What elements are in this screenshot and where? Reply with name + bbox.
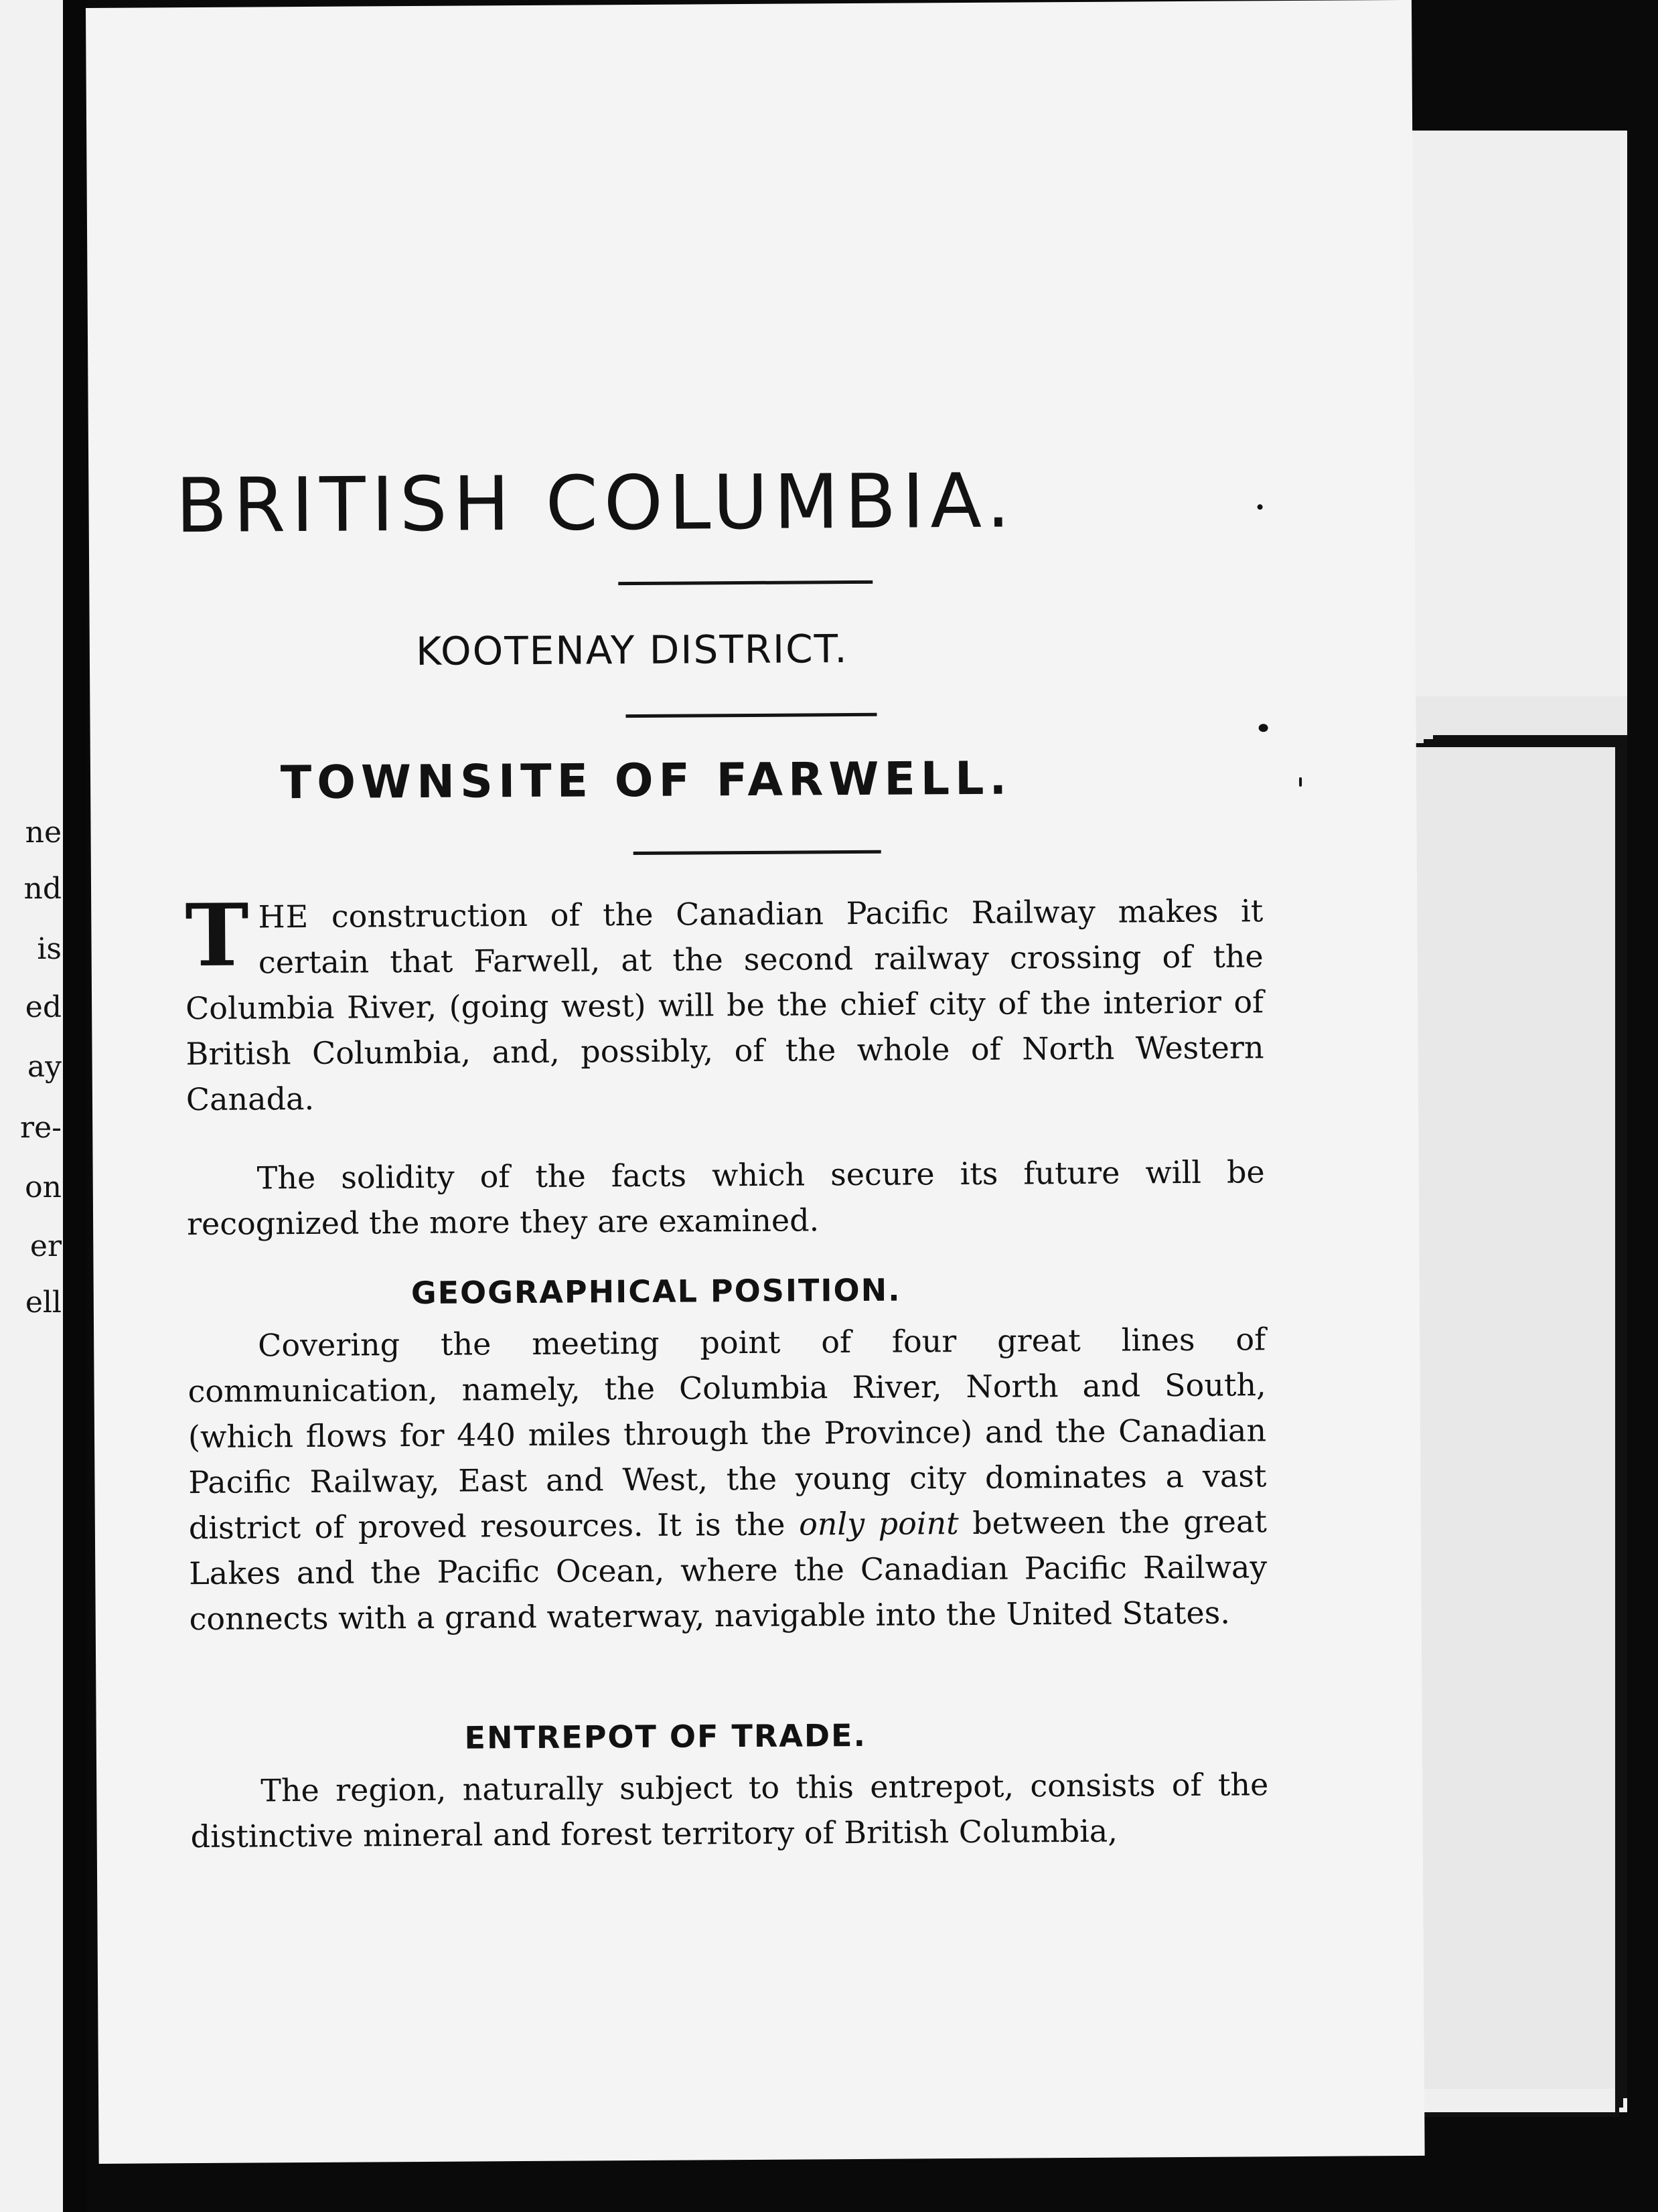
book-gutter bbox=[63, 0, 87, 2212]
intro-text: construction of the Canadian Pacific Railway makes it certain that Farwell, at the second railway crossing of the Columbia River, (going west) will be the chief city of the interior of British Columbia, and, possibly, of the whole of North Western Canada. bbox=[185, 892, 1264, 1118]
ink-speck bbox=[1299, 777, 1302, 787]
page-border-lines bbox=[1414, 743, 1619, 2117]
drop-cap: T bbox=[185, 885, 250, 987]
geo-text-2: between the great Lakes and the Pacific Ocean, where the Canadian Pacific Railway connects with a grand waterway, navigable into the United States. bbox=[189, 1503, 1268, 1638]
solidity-paragraph: The solidity of the facts which secure its future will be recognized the more they are examined. bbox=[186, 1154, 1265, 1243]
district-rule bbox=[625, 713, 877, 718]
title-rule bbox=[618, 580, 873, 585]
entrepot-heading: ENTREPOT OF TRADE. bbox=[464, 1717, 867, 1756]
geo-italic-point: point bbox=[878, 1505, 959, 1542]
geo-text-1: Covering the meeting point of four great lines of communication, namely, the Columbia River, North and South, (which flows for 440 miles through the Province) and the Canadian Pacific Railway, East and West, the young city dominates a vast district of proved resources. It is the bbox=[187, 1321, 1267, 1547]
geo-italic-only: only bbox=[798, 1505, 865, 1543]
facing-page bbox=[0, 0, 67, 2212]
entrepot-paragraph: The region, naturally subject to this entrepot, consists of the distinctive mineral and forest territory of British Columbia, bbox=[190, 1766, 1269, 1855]
page-title: BRITISH COLUMBIA. bbox=[175, 457, 1016, 550]
margin-fragment: er bbox=[29, 1229, 62, 1263]
townsite-rule bbox=[633, 850, 881, 855]
geographical-position-heading: GEOGRAPHICAL POSITION. bbox=[410, 1271, 901, 1312]
townsite-heading: TOWNSITE OF FARWELL. bbox=[280, 752, 1012, 810]
margin-fragment: ay bbox=[27, 1050, 62, 1084]
margin-fragment: is bbox=[37, 932, 62, 966]
margin-fragment: ne bbox=[25, 815, 62, 850]
margin-fragment: ell bbox=[25, 1285, 62, 1320]
margin-fragment: re- bbox=[20, 1111, 62, 1145]
margin-fragment: nd bbox=[23, 872, 62, 906]
document-page bbox=[86, 0, 1425, 2164]
ink-speck bbox=[1259, 724, 1268, 732]
margin-fragment: ed bbox=[25, 990, 62, 1024]
district-heading: KOOTENAY DISTRICT. bbox=[415, 626, 848, 675]
geographical-position-paragraph bbox=[187, 1316, 1268, 1642]
intro-first-word: HE bbox=[258, 898, 309, 935]
margin-fragment: on bbox=[25, 1170, 62, 1204]
intro-paragraph bbox=[185, 885, 1264, 1122]
ink-speck bbox=[1258, 504, 1263, 509]
